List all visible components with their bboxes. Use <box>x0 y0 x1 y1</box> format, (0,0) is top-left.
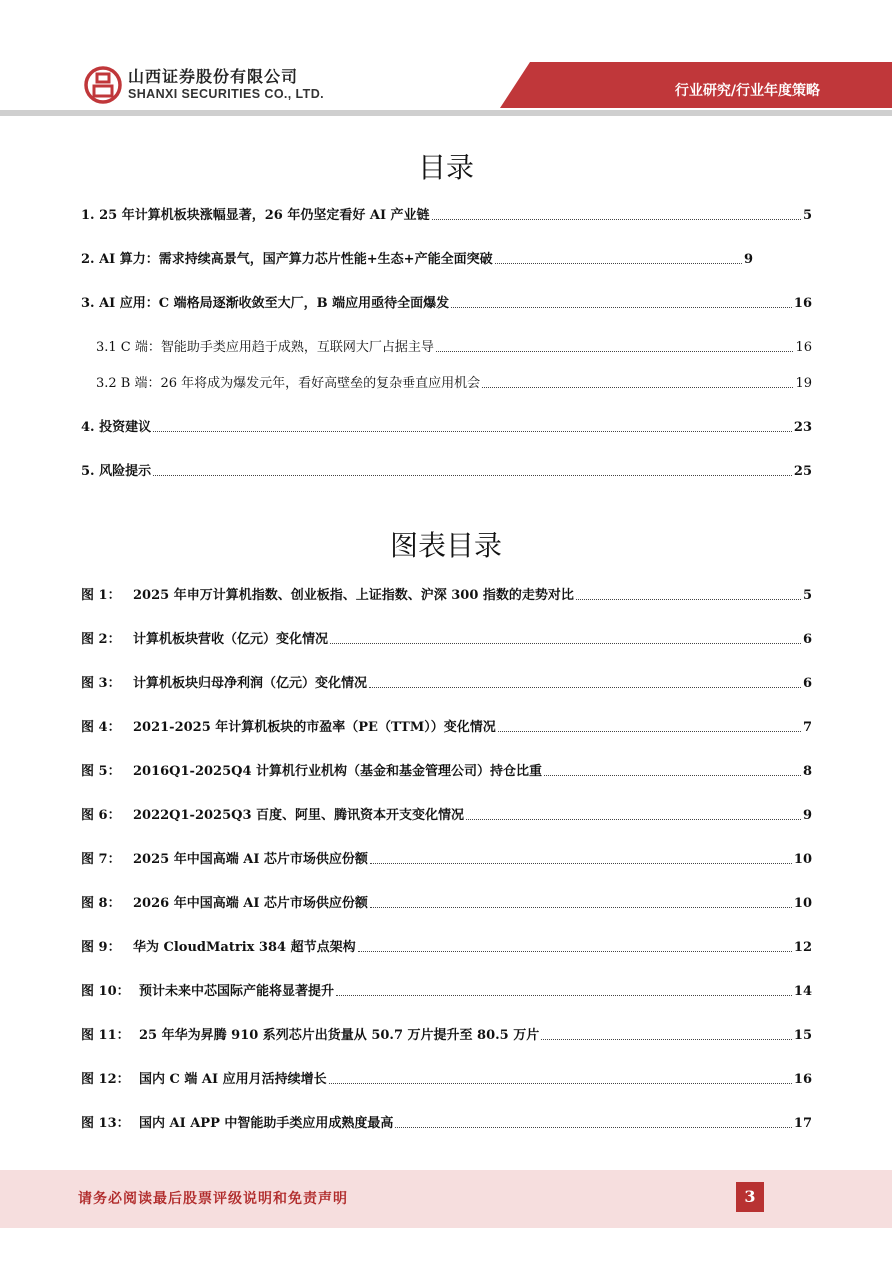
toc-leader <box>482 386 793 388</box>
figure-label: 2021-2025 年计算机板块的市盈率（PE（TTM））变化情况 <box>133 720 496 735</box>
toc-subitem[interactable] <box>96 336 812 356</box>
figure-item[interactable] <box>81 716 812 736</box>
figure-number: 图 9： <box>81 940 121 955</box>
toc-item[interactable] <box>81 460 812 480</box>
figure-number: 图 4： <box>81 720 121 735</box>
toc-leader <box>395 1126 792 1128</box>
figure-label: 华为 CloudMatrix 384 超节点架构 <box>133 940 356 955</box>
toc-item-page: 23 <box>793 420 812 435</box>
figure-page: 6 <box>802 632 812 647</box>
figure-label: 2016Q1-2025Q4 计算机行业机构（基金和基金管理公司）持仓比重 <box>133 764 543 779</box>
toc-item[interactable] <box>81 292 812 312</box>
figure-label: 2026 年中国高端 AI 芯片市场供应份额 <box>133 896 368 911</box>
toc-leader <box>495 262 742 264</box>
figure-label: 计算机板块营收（亿元）变化情况 <box>133 632 329 647</box>
toc-item-page: 9 <box>743 252 753 267</box>
toc-item-label: 3. AI 应用：C 端格局逐渐收敛至大厂，B 端应用亟待全面爆发 <box>81 296 450 311</box>
toc-leader <box>544 774 801 776</box>
toc-leader <box>153 430 792 432</box>
toc-item-label: 5. 风险提示 <box>81 464 152 479</box>
toc-item-label: 1. 25 年计算机板块涨幅显著，26 年仍坚定看好 AI 产业链 <box>81 208 430 223</box>
toc-leader <box>153 474 792 476</box>
toc-title: 目录 <box>417 151 474 184</box>
figure-page: 8 <box>802 764 812 779</box>
figure-item[interactable] <box>81 980 812 1000</box>
figure-page: 17 <box>793 1116 812 1131</box>
figure-label: 计算机板块归母净利润（亿元）变化情况 <box>133 676 368 691</box>
toc-leader <box>330 642 801 644</box>
figure-page: 10 <box>793 852 812 867</box>
toc-leader <box>370 862 792 864</box>
toc-leader <box>466 818 801 820</box>
header-banner <box>0 0 892 120</box>
figure-number: 图 7： <box>81 852 121 867</box>
toc-leader <box>329 1082 792 1084</box>
figure-item[interactable] <box>81 628 812 648</box>
figure-label: 预计未来中芯国际产能将显著提升 <box>139 984 335 999</box>
figures-title: 图表目录 <box>389 529 502 562</box>
figure-number: 图 11： <box>81 1028 130 1043</box>
header-divider <box>0 110 892 116</box>
disclaimer-notice: 请务必阅读最后股票评级说明和免责声明 <box>78 1191 348 1207</box>
toc-leader <box>498 730 801 732</box>
toc-item-label: 3.1 C 端：智能助手类应用趋于成熟，互联网大厂占据主导 <box>96 340 434 355</box>
figure-page: 16 <box>793 1072 812 1087</box>
figure-item[interactable] <box>81 1024 812 1044</box>
company-name <box>128 68 324 102</box>
figure-label: 2022Q1-2025Q3 百度、阿里、腾讯资本开支变化情况 <box>133 808 465 823</box>
figure-number: 图 2： <box>81 632 121 647</box>
figure-page: 12 <box>793 940 812 955</box>
figure-item[interactable] <box>81 672 812 692</box>
toc-leader <box>370 906 792 908</box>
toc-leader <box>369 686 801 688</box>
report-category: 行业研究/行业年度策略 <box>674 83 820 99</box>
figure-item[interactable] <box>81 848 812 868</box>
figure-number: 图 10： <box>81 984 130 999</box>
page-number: 3 <box>736 1182 764 1212</box>
toc-leader <box>541 1038 792 1040</box>
toc-item[interactable] <box>81 416 812 436</box>
figure-label: 国内 C 端 AI 应用月活持续增长 <box>139 1072 327 1087</box>
toc-item[interactable] <box>81 204 812 224</box>
figure-number: 图 12： <box>81 1072 130 1087</box>
toc-item-page: 5 <box>802 208 812 223</box>
company-name-en: SHANXI SECURITIES CO., LTD. <box>128 87 324 101</box>
company-name-cn: 山西证券股份有限公司 <box>128 67 299 86</box>
figure-number: 图 3： <box>81 676 121 691</box>
figure-page: 7 <box>802 720 812 735</box>
figure-page: 14 <box>793 984 812 999</box>
figure-number: 图 5： <box>81 764 121 779</box>
toc-subitem[interactable] <box>96 372 812 392</box>
figure-page: 10 <box>793 896 812 911</box>
figure-number: 图 13： <box>81 1116 130 1131</box>
toc-leader <box>358 950 792 952</box>
toc-item-label: 2. AI 算力：需求持续高景气，国产算力芯片性能+生态+产能全面突破 <box>81 252 493 267</box>
figure-item[interactable] <box>81 804 812 824</box>
figure-page: 9 <box>802 808 812 823</box>
figure-page: 6 <box>802 676 812 691</box>
toc-leader <box>432 218 801 220</box>
figure-number: 图 1： <box>81 588 121 603</box>
figure-number: 图 6： <box>81 808 121 823</box>
toc-item-page: 16 <box>793 296 812 311</box>
toc-leader <box>451 306 792 308</box>
toc-item-page: 19 <box>795 376 812 391</box>
figure-item[interactable] <box>81 936 812 956</box>
toc-item-page: 16 <box>795 340 812 355</box>
toc-leader <box>336 994 792 996</box>
figure-page: 5 <box>802 588 812 603</box>
figure-page: 15 <box>793 1028 812 1043</box>
toc-leader <box>576 598 801 600</box>
figure-item[interactable] <box>81 1068 812 1088</box>
toc-item-label: 3.2 B 端：26 年将成为爆发元年，看好高壁垒的复杂垂直应用机会 <box>96 376 481 391</box>
figure-item[interactable] <box>81 584 812 604</box>
figure-item[interactable] <box>81 760 812 780</box>
toc-leader <box>436 350 794 352</box>
figure-item[interactable] <box>81 892 812 912</box>
figure-label: 2025 年申万计算机指数、创业板指、上证指数、沪深 300 指数的走势对比 <box>133 588 574 603</box>
figure-item[interactable] <box>81 1112 812 1132</box>
figure-label: 国内 AI APP 中智能助手类应用成熟度最高 <box>139 1116 394 1131</box>
figure-label: 25 年华为昇腾 910 系列芯片出货量从 50.7 万片提升至 80.5 万片 <box>139 1028 540 1043</box>
figure-label: 2025 年中国高端 AI 芯片市场供应份额 <box>133 852 368 867</box>
figure-number: 图 8： <box>81 896 121 911</box>
toc-item-label: 4. 投资建议 <box>81 420 152 435</box>
page-header <box>0 0 892 120</box>
toc-item[interactable] <box>81 248 753 268</box>
company-logo-icon <box>84 66 122 104</box>
toc-item-page: 25 <box>793 464 812 479</box>
